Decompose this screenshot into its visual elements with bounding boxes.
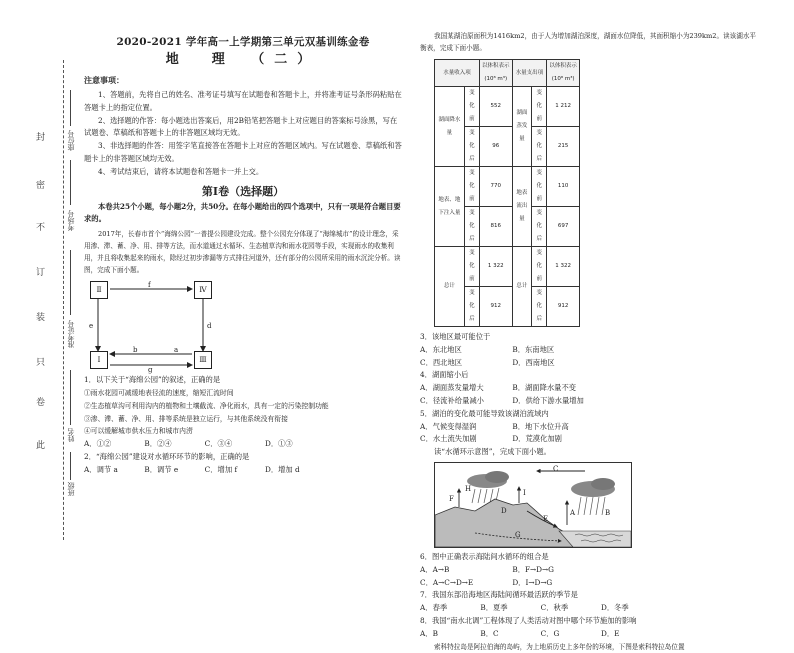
table-cell: 湖面蒸发量 <box>512 87 532 167</box>
q4-option-a[interactable]: A．湖面蒸发量增大 <box>420 383 484 393</box>
q1-item: ③渗、滞、蓄、净、用、排等系统是独立运行，与其他系统没有衔接 <box>84 414 288 423</box>
fig-label-F: F <box>449 494 454 503</box>
seal-char: 只 <box>36 358 46 368</box>
table-cell: 地表流出量 <box>512 167 532 247</box>
q1-item: ①雨水花园可减缓地表径流的速度，缩短汇流时间 <box>84 388 234 397</box>
exam-id-line <box>70 250 71 315</box>
table-header: 水量收入项 <box>435 60 480 87</box>
seal-char: 卷 <box>36 398 46 408</box>
table-cell: 总计 <box>435 247 465 327</box>
q1-item: ②生态植草沟可利用沟内的植物和土壤截流、净化雨水，具有一定的污染控制功能 <box>84 401 329 410</box>
node-I: Ⅰ <box>90 351 108 369</box>
label-e: e <box>89 322 94 331</box>
table-cell: 变化前 <box>464 87 479 127</box>
q3-option-d[interactable]: D．西南地区 <box>512 357 555 367</box>
q4-option-b[interactable]: B．湖面降水量不变 <box>512 383 577 393</box>
q2-stem: 2．“海绵公园”建设对水循环环节的影响，正确的是 <box>84 451 250 461</box>
seal-char: 密 <box>36 181 46 191</box>
q8-option-a[interactable]: A．B <box>420 628 438 638</box>
q5-option-c[interactable]: C．水土流失加剧 <box>420 434 477 444</box>
label-d: d <box>207 322 212 331</box>
q8-option-c[interactable]: C．G <box>540 628 560 638</box>
q6-option-d[interactable]: D．I→D→G <box>512 577 553 587</box>
q4-stem: 4．湖面缩小后 <box>420 370 469 380</box>
table-cell: 770 <box>479 167 512 207</box>
q6-options-2 <box>420 577 760 590</box>
left-column <box>84 36 402 477</box>
water-cycle-illustration <box>434 462 632 548</box>
table-row <box>435 167 580 207</box>
seal-char: 封 <box>36 133 46 143</box>
fig-label-E: E <box>543 514 549 523</box>
node-IV: Ⅳ <box>194 281 212 299</box>
notice-item: 4、考试结束后，请将本试题卷和答题卡一并上交。 <box>98 166 264 176</box>
name-label: 姓名 <box>67 428 75 442</box>
q2-option-a[interactable]: A．调节 a <box>84 464 118 474</box>
q4-option-c[interactable]: C．径流补给量减小 <box>420 395 484 405</box>
q1-options <box>84 438 402 451</box>
q5-option-a[interactable]: A．气候变得湿润 <box>420 421 477 431</box>
q6-options <box>420 564 760 577</box>
q6-option-a[interactable]: A．A→B <box>420 564 450 574</box>
section-intro: 本卷共25个小题，每小题2分，共50分。在每小题给出的四个选项中，只有一项是符合题目要求的。 <box>84 201 401 224</box>
subject-title: 地 理 （二） <box>165 52 321 67</box>
q2-option-b[interactable]: B．调节 e <box>144 464 179 474</box>
table-cell: 96 <box>479 127 512 167</box>
q3-option-c[interactable]: C．西北地区 <box>420 357 463 367</box>
table-cell: 816 <box>479 207 512 247</box>
table-row <box>435 247 580 287</box>
table-cell: 912 <box>479 287 512 327</box>
q2-option-c[interactable]: C．增加 f <box>204 464 238 474</box>
exam-room-line <box>70 160 71 205</box>
q3-option-b[interactable]: B．东南地区 <box>512 344 555 354</box>
label-g: g <box>148 366 153 375</box>
q1-stem: 1．以下关于“海绵公园”的叙述，正确的是 <box>84 375 221 385</box>
seat-number-label: 座位号 <box>67 130 75 151</box>
label-f: f <box>148 281 151 290</box>
table-cell: 变化前 <box>532 87 547 127</box>
q2-option-d[interactable]: D．增加 d <box>264 464 300 474</box>
notice-item: 2、选择题的作答：每小题选出答案后，用2B铅笔把答题卡上对应题目的答案标号涂黑，写在试题卷、草稿纸和答题卡上的非答题区域均无效。 <box>84 115 398 138</box>
table-cell: 变化后 <box>464 127 479 167</box>
q3-options <box>420 344 760 357</box>
table-cell: 变化后 <box>532 207 547 247</box>
q7-options <box>420 602 760 615</box>
table-cell: 912 <box>547 287 580 327</box>
section-title: 第Ⅰ卷（选择题） <box>201 184 285 198</box>
table-cell: 215 <box>547 127 580 167</box>
q7-option-a[interactable]: A．春季 <box>420 603 448 613</box>
seal-char: 此 <box>36 441 46 451</box>
fig-label-A: A <box>570 508 576 517</box>
q4-options-2 <box>420 395 760 408</box>
q8-option-b[interactable]: B．C <box>480 628 499 638</box>
water-cycle-drawing <box>435 463 631 547</box>
seal-char: 不 <box>36 223 46 233</box>
table-header: 以体积表示(10⁸ m³) <box>547 60 580 87</box>
q1-option-b[interactable]: B．②④ <box>144 439 172 449</box>
seal-char: 订 <box>36 268 46 278</box>
land-profile <box>435 499 585 547</box>
q2-options <box>84 464 402 477</box>
q7-option-d[interactable]: D．冬季 <box>600 603 629 613</box>
binding-dashed-line <box>63 60 64 540</box>
q1-option-d[interactable]: D．①③ <box>264 439 293 449</box>
binding-sidebar <box>0 0 78 562</box>
table-cell: 变化后 <box>532 287 547 327</box>
exam-id-label: 准考证号 <box>67 320 75 348</box>
q1-option-c[interactable]: C．③④ <box>204 439 233 449</box>
q3-stem: 3．该地区最可能位于 <box>420 332 491 341</box>
fig-label-D: D <box>501 506 507 515</box>
table-cell: 变化前 <box>464 167 479 207</box>
table-cell: 变化前 <box>532 247 547 287</box>
q8-option-d[interactable]: D．E <box>600 628 620 638</box>
land-cloud-puff <box>485 471 509 483</box>
q6-stem: 6．图中正确表示海陆间水循环的组合是 <box>420 551 549 561</box>
table-cell: 地表、地下注入量 <box>435 167 465 247</box>
notice-item: 3、非选择题的作答：用签字笔直接答在答题卡上对应的答题区域内。写在试题卷、草稿纸和答题卡上的非答题区域均无效。 <box>84 141 402 163</box>
table-cell: 湖面降水量 <box>435 87 465 167</box>
fig-label-G: G <box>515 530 521 539</box>
q4-options <box>420 382 760 395</box>
fig-label-H: H <box>465 484 472 493</box>
table-header: 以体积表示(10⁸ m³) <box>479 60 512 87</box>
lake-intro: 我国某湖泊原面积为1416km2，由于人为增加湖泊深度，湖面水位降低，其面积缩小为239km2。读该湖水平衡表，完成下面小题。 <box>420 32 757 52</box>
table-cell: 697 <box>547 207 580 247</box>
class-line <box>70 452 71 480</box>
q5-stem: 5．湖泊的变化最可能导致该湖泊流域内 <box>420 408 549 418</box>
table-header: 水量支出项 <box>512 60 547 87</box>
lake-water-balance-table <box>434 59 580 327</box>
table-cell: 1 322 <box>547 247 580 287</box>
notice-item: 1、答题前，先将自己的姓名、准考证号填写在试题卷和答题卡上，并将准考证号条形码粘贴在答题卡上的指定位置。 <box>84 90 402 112</box>
passage-text: 2017年，长春市首个“海绵公园”一普提公园建设完成。整个公园充分体现了“海绵城市”的设计理念，采用渗、滞、蓄、净、用、排等方法，而水道通过水循环、生态植草沟和雨水花园等手段，实现雨水的收集利用，并且将收集起来的雨水，除经过初步渗漏等方式排往河道外，还有部分的公园所采用的雨水沉淀分析。读图，完成下面小题。 <box>84 230 401 275</box>
right-column <box>420 30 760 653</box>
q8-stem: 8．我国“南水北调”工程体现了人类活动对图中哪个环节施加的影响 <box>420 615 637 625</box>
seat-number-line <box>70 90 71 126</box>
label-a: a <box>174 346 179 355</box>
table-cell: 1 322 <box>479 247 512 287</box>
q1-option-a[interactable]: A．①② <box>84 439 112 449</box>
q3-option-a[interactable]: A．东北地区 <box>420 344 462 354</box>
table-cell: 变化后 <box>532 127 547 167</box>
node-III: Ⅲ <box>194 351 212 369</box>
table-cell: 变化后 <box>464 287 479 327</box>
table-cell: 110 <box>547 167 580 207</box>
exam-title: 2020-2021 学年高一上学期第三单元双基训练金卷 <box>116 36 370 48</box>
table-cell: 变化前 <box>532 167 547 207</box>
table-cell: 1 212 <box>547 87 580 127</box>
table-row <box>435 87 580 127</box>
table-cell: 552 <box>479 87 512 127</box>
q5-option-d[interactable]: D．荒漠化加剧 <box>512 434 562 444</box>
fig-label-C: C <box>553 464 559 473</box>
figure-intro: 读“水循环示意图”，完成下面小题。 <box>434 447 551 457</box>
label-b: b <box>133 346 138 355</box>
q5-option-b[interactable]: B．地下水位升高 <box>512 421 569 431</box>
q7-option-b[interactable]: B．夏季 <box>480 603 508 613</box>
table-cell: 变化前 <box>464 247 479 287</box>
water-cycle-box-diagram <box>88 280 218 375</box>
sea-rain <box>578 497 605 515</box>
q7-option-c[interactable]: C．秋季 <box>540 603 569 613</box>
q5-options-2 <box>420 433 760 446</box>
seal-char: 装 <box>36 313 46 323</box>
q6-option-b[interactable]: B．F→D→G <box>512 564 554 574</box>
q6-option-c[interactable]: C．A→C→D→E <box>420 577 474 587</box>
notice-heading: 注意事项： <box>84 75 124 85</box>
sea-cloud-puff <box>591 478 615 490</box>
q7-stem: 7．我国东部沿海地区海陆间循环最活跃的季节是 <box>420 590 578 600</box>
name-line <box>70 370 71 425</box>
fig-label-I: I <box>523 488 526 497</box>
table-cell: 总计 <box>512 247 532 327</box>
exam-room-label: 考场号 <box>67 210 75 231</box>
q4-option-d[interactable]: D．供给下游水量增加 <box>512 395 584 405</box>
table-header-row <box>435 60 580 87</box>
q5-options <box>420 421 760 434</box>
q1-item: ④可以缓解城市供水压力和城市内涝 <box>84 427 193 436</box>
fig-label-B: B <box>605 508 611 517</box>
q3-options-2 <box>420 357 760 370</box>
node-II: Ⅱ <box>90 281 108 299</box>
next-passage-intro: 索科特拉岛是阿拉伯海的岛屿，为上地质历史上多年份的环境，下图是索科特拉岛位置 <box>434 642 685 651</box>
class-label: 班级 <box>67 482 75 496</box>
q8-options <box>420 628 760 641</box>
table-cell: 变化后 <box>464 207 479 247</box>
